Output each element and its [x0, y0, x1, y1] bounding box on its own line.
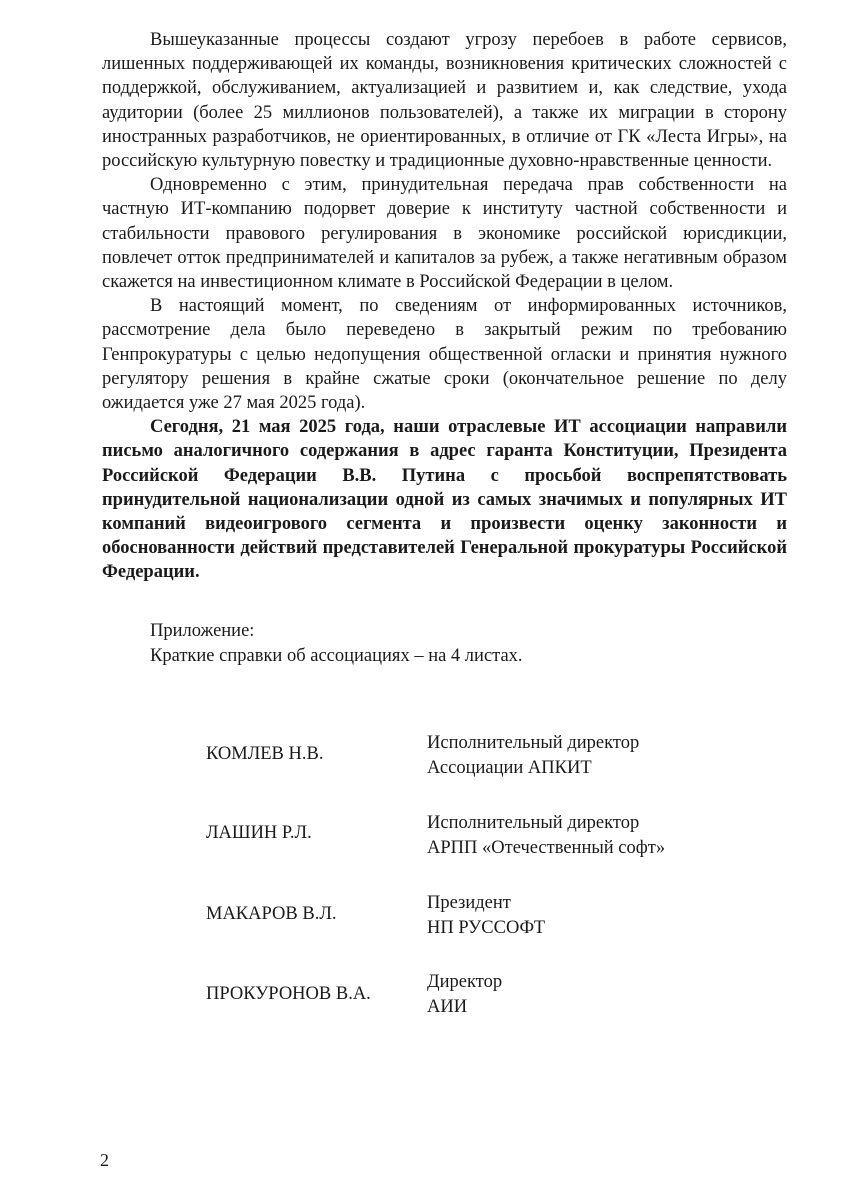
- paragraph-service-risks: Вышеуказанные процессы создают угрозу перебоев в работе сервисов, лишенных поддерживающей их команды, возникновения критических сложностей с поддержкой, обслуживанием, актуализацией и развитием и, как следствие, ухода аудитории (более 25 миллионов пользователей), а также их миграции в сторону иностранных разработчиков, не ориентированных, в отличие от ГК «Леста Игры», на российскую культурную повестку и традиционные духовно-нравственные ценности.: [102, 30, 787, 172]
- signatory-title-line: Исполнительный директор: [427, 813, 640, 833]
- signatory-title: [427, 731, 639, 781]
- signatory-title-line: Исполнительный директор: [427, 733, 640, 753]
- signatory-title-line: Президент: [427, 893, 511, 913]
- signatory-name: ПРОКУРОНОВ В.А.: [206, 984, 371, 1004]
- signatory-title-line: Ассоциации АПКИТ: [427, 758, 592, 778]
- signatory-name: ЛАШИН Р.Л.: [206, 823, 312, 843]
- signatory-name: МАКАРОВ В.Л.: [206, 904, 337, 924]
- paragraph-appeal-to-president: Сегодня, 21 мая 2025 года, наши отраслевые ИТ ассоциации направили письмо аналогичного содержания в адрес гаранта Конституции, Президента Российской Федерации В.В. Путина с просьбой воспрепятствовать принудительной национализации одной из самых значимых и популярных ИТ компаний видеоигрового сегмента и произвести оценку законности и обоснованности действий представителей Генеральной прокуратуры Российской Федерации.: [102, 417, 787, 583]
- signatory-title: [427, 891, 545, 941]
- signatory-name: КОМЛЕВ Н.В.: [206, 744, 324, 764]
- attachment-heading: Приложение:: [150, 621, 255, 641]
- signatory-title: [427, 970, 502, 1020]
- signatory-title-line: АРПП «Отечественный софт»: [427, 838, 666, 858]
- signatory-title: [427, 811, 665, 861]
- attachment-line: Краткие справки об ассоциациях – на 4 листах.: [150, 646, 523, 666]
- paragraph-property-rights: Одновременно с этим, принудительная передача прав собственности на частную ИТ-компанию подорвет доверие к институту частной собственности и стабильности правового регулирования в экономике российской юрисдикции, повлечет отток предпринимателей и капиталов за рубеж, а также негативным образом скажется на инвестиционном климате в Российской Федерации в целом.: [102, 175, 787, 293]
- signatory-title-line: Директор: [427, 972, 503, 992]
- signatory-title-line: НП РУССОФТ: [427, 918, 545, 938]
- paragraph-closed-hearing: В настоящий момент, по сведениям от информированных источников, рассмотрение дела было переведено в закрытый режим по требованию Генпрокуратуры с целью недопущения общественной огласки и принятия нужного регулятору решения в крайне сжатые сроки (окончательное решение по делу ожидается уже 27 мая 2025 года).: [102, 296, 787, 414]
- page-number: 2: [100, 1150, 109, 1170]
- signatory-title-line: АИИ: [427, 997, 468, 1017]
